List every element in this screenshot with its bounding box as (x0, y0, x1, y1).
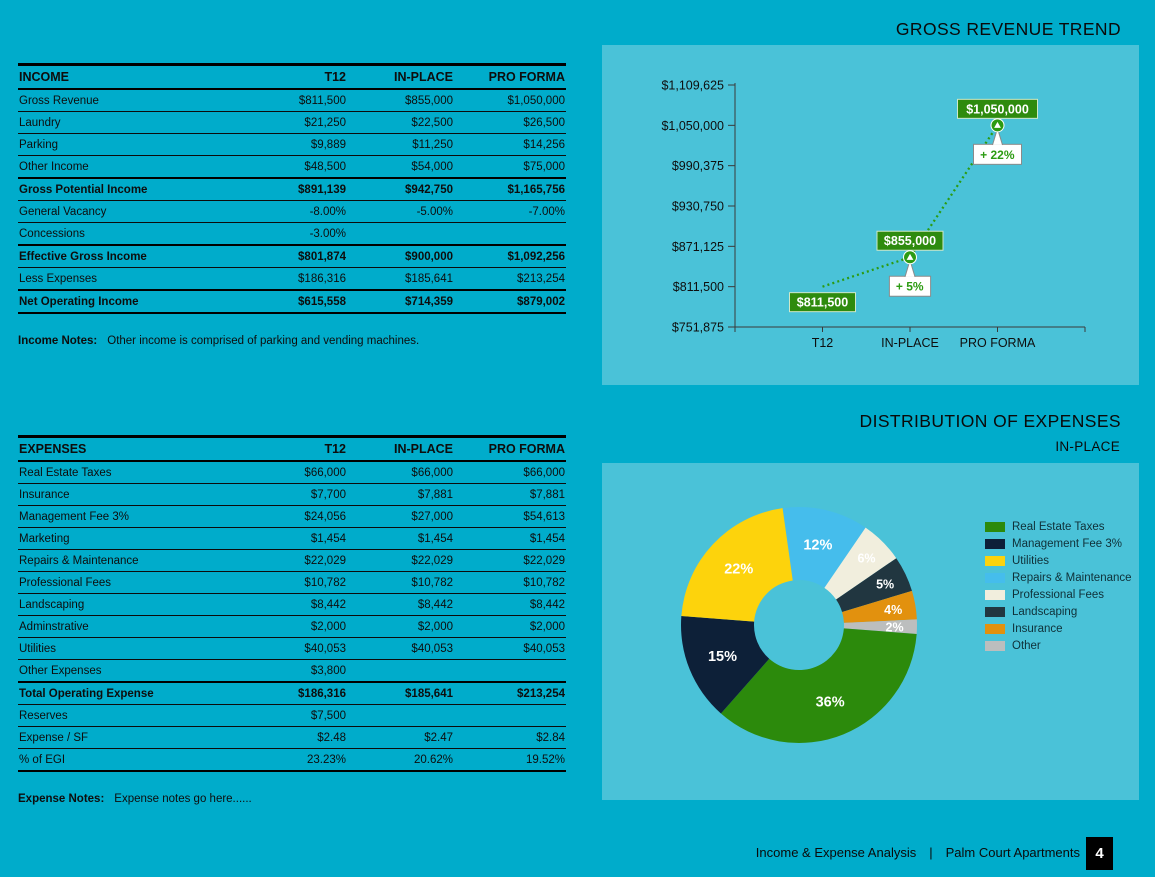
revenue-chart-panel (602, 45, 1139, 385)
financial-table (18, 63, 566, 314)
row-value: $1,454 (347, 528, 454, 550)
row-value (454, 223, 566, 246)
table-row (18, 594, 566, 616)
row-label: Other Income (18, 156, 240, 179)
y-tick-label: $871,125 (671, 239, 724, 254)
row-label: Utilities (18, 638, 240, 660)
table-row (18, 89, 566, 112)
row-value: $185,641 (347, 682, 454, 705)
row-value: $2.48 (240, 727, 347, 749)
row-value: $801,874 (240, 245, 347, 268)
y-tick-label: $1,050,000 (661, 118, 724, 133)
row-label: Gross Potential Income (18, 178, 240, 201)
row-label: Effective Gross Income (18, 245, 240, 268)
expense-chart-subtitle: IN-PLACE (1055, 439, 1120, 454)
revenue-chart-title: GROSS REVENUE TREND (895, 19, 1121, 39)
row-value: $2,000 (240, 616, 347, 638)
row-label: Parking (18, 134, 240, 156)
legend-item (985, 537, 1132, 550)
row-value: $8,442 (454, 594, 566, 616)
legend-item (985, 605, 1132, 618)
row-label: % of EGI (18, 749, 240, 772)
row-value (347, 660, 454, 683)
expense-notes-text: Expense notes go here...... (114, 793, 252, 806)
legend-label: Other (1012, 639, 1041, 652)
table-row (18, 245, 566, 268)
row-value: $40,053 (240, 638, 347, 660)
slice-percent-label: 6% (857, 551, 876, 566)
table-row (18, 134, 566, 156)
y-tick-label: $1,109,625 (661, 78, 724, 93)
expense-notes-label: Expense Notes: (18, 793, 105, 806)
legend-label: Management Fee 3% (1012, 537, 1122, 550)
row-value: $54,613 (454, 506, 566, 528)
legend-item (985, 588, 1132, 601)
expense-chart-panel (602, 463, 1139, 800)
legend-item (985, 639, 1132, 652)
column-header: IN-PLACE (347, 65, 454, 90)
row-value: 20.62% (347, 749, 454, 772)
income-section (18, 63, 566, 347)
row-value: $7,500 (240, 705, 347, 727)
row-value: $66,000 (240, 461, 347, 484)
row-label: Reserves (18, 705, 240, 727)
legend-label: Landscaping (1012, 605, 1078, 618)
row-label: Total Operating Expense (18, 682, 240, 705)
x-category-label: PRO FORMA (959, 336, 1036, 350)
row-label: General Vacancy (18, 201, 240, 223)
legend-item (985, 571, 1132, 584)
row-value: $1,165,756 (454, 178, 566, 201)
expense-section (18, 435, 566, 805)
row-value (347, 705, 454, 727)
row-value: $22,500 (347, 112, 454, 134)
row-value: -8.00% (240, 201, 347, 223)
row-value: $1,050,000 (454, 89, 566, 112)
donut-legend (985, 520, 1132, 652)
expense-table (18, 435, 566, 772)
row-value: $66,000 (347, 461, 454, 484)
row-label: Other Expenses (18, 660, 240, 683)
table-row (18, 727, 566, 749)
slice-percent-label: 22% (724, 561, 754, 578)
column-header: IN-PLACE (347, 437, 454, 462)
row-value: -5.00% (347, 201, 454, 223)
row-value (454, 705, 566, 727)
table-row (18, 682, 566, 705)
legend-label: Real Estate Taxes (1012, 520, 1105, 533)
row-value: $8,442 (347, 594, 454, 616)
legend-item (985, 520, 1132, 533)
row-label: Professional Fees (18, 572, 240, 594)
footer-property-name: Palm Court Apartments (945, 845, 1080, 860)
table-header-row (18, 65, 566, 90)
row-value: $40,053 (454, 638, 566, 660)
row-value: $3,800 (240, 660, 347, 683)
income-notes (18, 335, 566, 347)
table-row (18, 550, 566, 572)
x-category-label: IN-PLACE (881, 336, 939, 350)
row-label: Landscaping (18, 594, 240, 616)
table-row (18, 178, 566, 201)
row-label: Less Expenses (18, 268, 240, 291)
row-value: $7,881 (454, 484, 566, 506)
row-label: Real Estate Taxes (18, 461, 240, 484)
financial-table (18, 435, 566, 772)
row-value: -3.00% (240, 223, 347, 246)
slice-percent-label: 4% (884, 602, 903, 617)
slice-percent-label: 12% (803, 537, 833, 554)
row-value: $2,000 (454, 616, 566, 638)
row-label: Management Fee 3% (18, 506, 240, 528)
table-row (18, 484, 566, 506)
income-table (18, 63, 566, 314)
legend-label: Utilities (1012, 554, 1050, 567)
footer-report-title: Income & Expense Analysis (755, 845, 917, 860)
row-value: $9,889 (240, 134, 347, 156)
row-label: Laundry (18, 112, 240, 134)
y-tick-label: $930,750 (671, 199, 724, 214)
legend-label: Insurance (1012, 622, 1063, 635)
row-value: $2,000 (347, 616, 454, 638)
row-value: $213,254 (454, 268, 566, 291)
row-value: $40,053 (347, 638, 454, 660)
legend-swatch-icon (985, 641, 1005, 651)
row-label: Adminstrative (18, 616, 240, 638)
row-value: $186,316 (240, 682, 347, 705)
table-header-row (18, 437, 566, 462)
row-value: 19.52% (454, 749, 566, 772)
table-row (18, 156, 566, 179)
row-value: $900,000 (347, 245, 454, 268)
table-row (18, 461, 566, 484)
row-label: Expense / SF (18, 727, 240, 749)
row-label: Insurance (18, 484, 240, 506)
table-row (18, 749, 566, 772)
row-value: $811,500 (240, 89, 347, 112)
row-value: $942,750 (347, 178, 454, 201)
table-row (18, 290, 566, 313)
row-value: $24,056 (240, 506, 347, 528)
slice-percent-label: 36% (815, 694, 845, 711)
column-header: T12 (240, 437, 347, 462)
row-value: $11,250 (347, 134, 454, 156)
row-value: $22,029 (240, 550, 347, 572)
row-value: -7.00% (454, 201, 566, 223)
row-value: $855,000 (347, 89, 454, 112)
row-value: $615,558 (240, 290, 347, 313)
row-value: 23.23% (240, 749, 347, 772)
row-value: $14,256 (454, 134, 566, 156)
table-row (18, 201, 566, 223)
legend-swatch-icon (985, 624, 1005, 634)
row-value: $7,881 (347, 484, 454, 506)
row-value: $879,002 (454, 290, 566, 313)
row-value: $8,442 (240, 594, 347, 616)
row-label: Marketing (18, 528, 240, 550)
slice-percent-label: 2% (885, 620, 904, 635)
table-row (18, 506, 566, 528)
row-label: Net Operating Income (18, 290, 240, 313)
legend-label: Professional Fees (1012, 588, 1105, 601)
row-value: $185,641 (347, 268, 454, 291)
legend-swatch-icon (985, 522, 1005, 532)
row-value: $27,000 (347, 506, 454, 528)
legend-swatch-icon (985, 590, 1005, 600)
change-label: + 22% (980, 147, 1015, 162)
table-row (18, 223, 566, 246)
row-label: Repairs & Maintenance (18, 550, 240, 572)
value-label: $811,500 (796, 295, 849, 310)
footer-separator: | (929, 845, 933, 860)
table-row (18, 660, 566, 683)
slice-percent-label: 5% (876, 577, 895, 592)
legend-swatch-icon (985, 556, 1005, 566)
footer (756, 845, 1080, 860)
legend-swatch-icon (985, 573, 1005, 583)
x-category-label: T12 (811, 336, 834, 350)
row-value: $10,782 (454, 572, 566, 594)
row-value: $21,250 (240, 112, 347, 134)
revenue-line-chart (602, 45, 1139, 385)
row-value: $26,500 (454, 112, 566, 134)
change-label: + 5% (895, 279, 924, 294)
value-label: $855,000 (883, 234, 937, 249)
table-row (18, 705, 566, 727)
table-row (18, 572, 566, 594)
row-value: $1,092,256 (454, 245, 566, 268)
row-value: $891,139 (240, 178, 347, 201)
row-value: $1,454 (240, 528, 347, 550)
row-value: $22,029 (347, 550, 454, 572)
row-value: $1,454 (454, 528, 566, 550)
table-title: INCOME (18, 65, 240, 90)
row-value: $7,700 (240, 484, 347, 506)
row-value: $48,500 (240, 156, 347, 179)
legend-swatch-icon (985, 539, 1005, 549)
expense-notes (18, 793, 566, 805)
row-value (454, 660, 566, 683)
income-notes-text: Other income is comprised of parking and vending machines. (107, 335, 420, 348)
page-number-badge: 4 (1086, 837, 1113, 870)
column-header: PRO FORMA (454, 65, 566, 90)
row-value: $22,029 (454, 550, 566, 572)
legend-swatch-icon (985, 607, 1005, 617)
row-value: $54,000 (347, 156, 454, 179)
row-value: $75,000 (454, 156, 566, 179)
row-value: $10,782 (240, 572, 347, 594)
row-value: $186,316 (240, 268, 347, 291)
table-row (18, 528, 566, 550)
y-tick-label: $990,375 (671, 159, 724, 174)
table-row (18, 112, 566, 134)
table-title: EXPENSES (18, 437, 240, 462)
column-header: PRO FORMA (454, 437, 566, 462)
row-value: $66,000 (454, 461, 566, 484)
row-value: $213,254 (454, 682, 566, 705)
y-tick-label: $751,875 (671, 320, 724, 335)
table-row (18, 638, 566, 660)
row-value (347, 223, 454, 246)
legend-label: Repairs & Maintenance (1012, 571, 1132, 584)
value-label: $1,050,000 (966, 102, 1029, 117)
row-value: $2.84 (454, 727, 566, 749)
income-notes-label: Income Notes: (18, 335, 98, 348)
row-value: $2.47 (347, 727, 454, 749)
row-label: Concessions (18, 223, 240, 246)
table-row (18, 268, 566, 291)
y-tick-label: $811,500 (672, 280, 724, 295)
table-row (18, 616, 566, 638)
legend-item (985, 622, 1132, 635)
row-label: Gross Revenue (18, 89, 240, 112)
column-header: T12 (240, 65, 347, 90)
row-value: $714,359 (347, 290, 454, 313)
expense-chart-title: DISTRIBUTION OF EXPENSES (859, 411, 1121, 431)
row-value: $10,782 (347, 572, 454, 594)
legend-item (985, 554, 1132, 567)
slice-percent-label: 15% (707, 649, 737, 666)
